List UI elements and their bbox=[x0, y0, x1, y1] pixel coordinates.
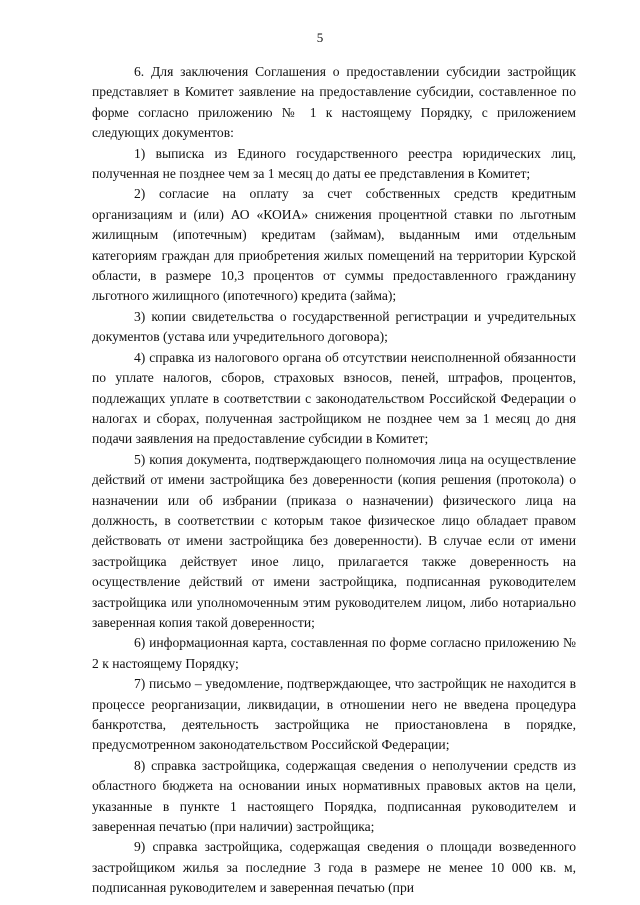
list-item-9: 9) справка застройщика, содержащая сведения о площади возведенного застройщиком жилья за последние 3 года в размере не менее 10 000 кв. м, подписанная руководителем и заверенная печатью (при bbox=[92, 839, 576, 896]
page-number: 5 bbox=[316, 30, 324, 45]
document-body bbox=[92, 62, 576, 899]
list-item-3: 3) копии свидетельства о государственной регистрации и учредительных документов (устава или учредительного договора); bbox=[92, 308, 576, 345]
list-item-5: 5) копия документа, подтверждающего полномочия лица на осуществление действий от имени застройщика без доверенности (копия решения (протокола) о назначении или об избрании (приказа о назначении) физического лица на должность, в соответствии с которым такое физическое лицо обладает правом действовать от имени застройщика без доверенности). В случае если от имени застройщика действует иное лицо, прилагается также доверенность на осуществление действий от имени застройщика, подписанная руководителем застройщика или уполномоченным этим руководителем лицом, либо нотариально заверенная копия такой доверенности; bbox=[92, 451, 576, 630]
list-item-1: 1) выписка из Единого государственного реестра юридических лиц, полученная не позднее чем за 1 месяц до даты ее представления в Комитет; bbox=[92, 145, 576, 182]
list-item-4: 4) справка из налогового органа об отсутствии неисполненной обязанности по уплате налогов, сборов, страховых взносов, пеней, штрафов, процентов, подлежащих уплате в соответствии с законодательством Российской Федерации о налогах и сборах, полученная застройщиком не позднее чем за 1 месяц до дня подачи заявления на предоставление субсидии в Комитет; bbox=[92, 349, 576, 447]
list-item-6: 6) информационная карта, составленная по форме согласно приложению № 2 к настоящему Порядку; bbox=[92, 635, 576, 671]
list-item-2: 2) согласие на оплату за счет собственных средств кредитным организациям и (или) АО «КОИА» снижения процентной ставки по льготным жилищным (ипотечным) кредитам (займам), выданным ими отдельным категориям граждан для приобретения жилых помещений на территории Курской области, в размере 10,3 процентов от суммы предоставленного гражданину льготного жилищного (ипотечного) кредита (займа); bbox=[92, 186, 576, 304]
list-item-7: 7) письмо – уведомление, подтверждающее, что застройщик не находится в процессе реорганизации, ликвидации, в отношении него не введена процедура банкротства, деятельность застройщика не приостановлена в порядке, предусмотренном законодательством Российской Федерации; bbox=[92, 676, 576, 753]
list-item-8: 8) справка застройщика, содержащая сведения о неполучении средств из областного бюджета на основании иных нормативных правовых актов на цели, указанные в пункте 1 настоящего Порядка, подписанная руководителем и заверенная печатью (при наличии) застройщика; bbox=[92, 757, 576, 835]
paragraph-6-intro: 6. Для заключения Соглашения о предоставлении субсидии застройщик представляет в Комитет заявление на предоставление субсидии, составленное по форме согласно приложению № 1 к настоящему Порядку, с приложением следующих документов: bbox=[92, 64, 576, 141]
